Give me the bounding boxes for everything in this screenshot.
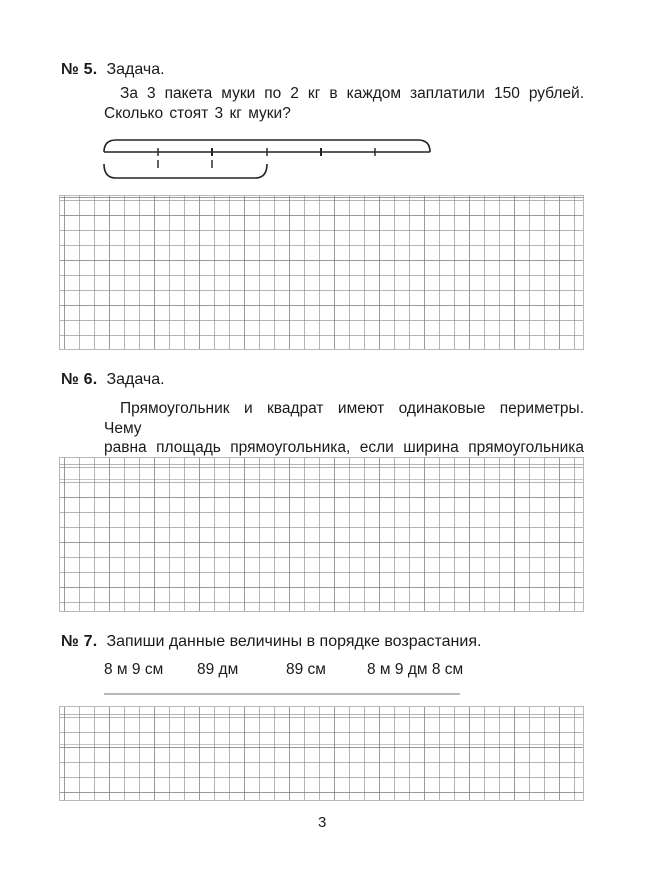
problem-number: № 6. bbox=[61, 371, 98, 388]
quantity-item: 89 дм bbox=[197, 661, 239, 678]
problem-7-heading bbox=[61, 632, 481, 652]
problem-text-line: Сколько стоят 3 кг муки? bbox=[104, 104, 291, 122]
problem-text-line: За 3 пакета муки по 2 кг в каждом заплатили 150 рублей. bbox=[120, 85, 584, 102]
problem-5-text bbox=[104, 84, 584, 123]
segment-diagram bbox=[100, 136, 436, 182]
page-number: 3 bbox=[318, 814, 327, 831]
problem-number: № 7. bbox=[61, 633, 98, 650]
quantity-item: 89 см bbox=[286, 661, 326, 678]
problem-number: № 5. bbox=[61, 61, 98, 78]
problem-title: Задача. bbox=[106, 371, 165, 388]
quantity-item: 8 м 9 см bbox=[104, 661, 164, 678]
answer-grid-6[interactable] bbox=[59, 457, 584, 612]
quantity-item: 8 м 9 дм 8 см bbox=[367, 661, 464, 678]
problem-6-heading bbox=[61, 370, 165, 390]
problem-text-line: равна площадь прямоугольника, если ширина прямоугольника bbox=[104, 439, 584, 456]
brace-bottom bbox=[104, 164, 267, 178]
answer-line[interactable] bbox=[104, 693, 460, 695]
problem-5-heading bbox=[61, 60, 165, 80]
answer-grid-7[interactable] bbox=[59, 706, 584, 801]
problem-text-line: Прямоугольник и квадрат имеют одинаковые периметры. Чему bbox=[104, 400, 584, 437]
problem-title: Запиши данные величины в порядке возрастания. bbox=[106, 633, 482, 650]
answer-grid-5[interactable] bbox=[59, 195, 584, 350]
problem-title: Задача. bbox=[106, 61, 165, 78]
